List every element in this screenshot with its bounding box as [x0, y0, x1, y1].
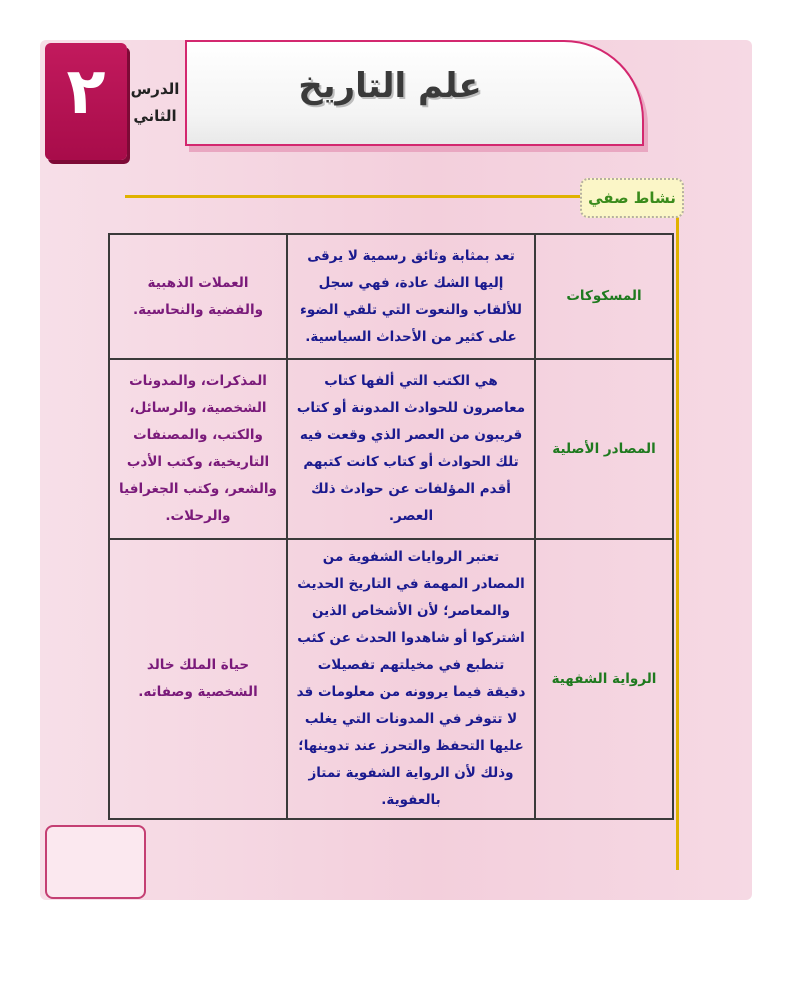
- table-row: [109, 234, 673, 359]
- definition-cell: هي الكتب التي ألفها كتاب معاصرون للحوادث المدونة أو كتاب قريبون من العصر الذي وقعت فيه تلك الحوادث أو كتاب كانت كتبهم أقدم المؤلفات عن حوادث ذلك العصر.: [287, 359, 535, 539]
- activity-badge: نشاط صفي: [580, 178, 684, 218]
- lesson-label-line2: الثاني: [133, 107, 177, 125]
- divider-vertical: [676, 210, 679, 870]
- lesson-number: ٢: [66, 55, 106, 129]
- topic-cell: المسكوكات: [535, 234, 673, 359]
- divider-horizontal: [125, 195, 580, 198]
- definition-cell: تعتبر الروايات الشفوية من المصادر المهمة في التاريخ الحديث والمعاصر؛ لأن الأشخاص الذين اشتركوا أو شاهدوا الحدث عن كثب تنطبع في مخيلتهم تفصيلات دقيقة فيما يروونه من معلومات قد لا تتوفر في المدونات التي يغلب عليها التحفظ والتحرز عند تدوينها؛ وذلك لأن الرواية الشفوية تمتاز بالعفوية.: [287, 539, 535, 819]
- lesson-label-line1: الدرس: [130, 80, 180, 98]
- example-cell: المذكرات، والمدونات الشخصية، والرسائل، والكتب، والمصنفات التاريخية، وكتب الأدب والشعر، وكتب الجغرافيا والرحلات.: [109, 359, 287, 539]
- page-title: علم التاريخ: [298, 66, 482, 106]
- topic-cell: المصادر الأصلية: [535, 359, 673, 539]
- table-row: [109, 359, 673, 539]
- table-row: [109, 539, 673, 819]
- page-number-tab: [45, 825, 146, 899]
- content-table: [108, 233, 674, 820]
- example-cell: العملات الذهبية والفضية والنحاسية.: [109, 234, 287, 359]
- example-cell: حياة الملك خالد الشخصية وصفاته.: [109, 539, 287, 819]
- definition-cell: تعد بمثابة وثائق رسمية لا يرقى إليها الشك عادة، فهي سجل للألقاب والنعوت التي تلقي الضوء على كثير من الأحداث السياسية.: [287, 234, 535, 359]
- topic-cell: الرواية الشفهية: [535, 539, 673, 819]
